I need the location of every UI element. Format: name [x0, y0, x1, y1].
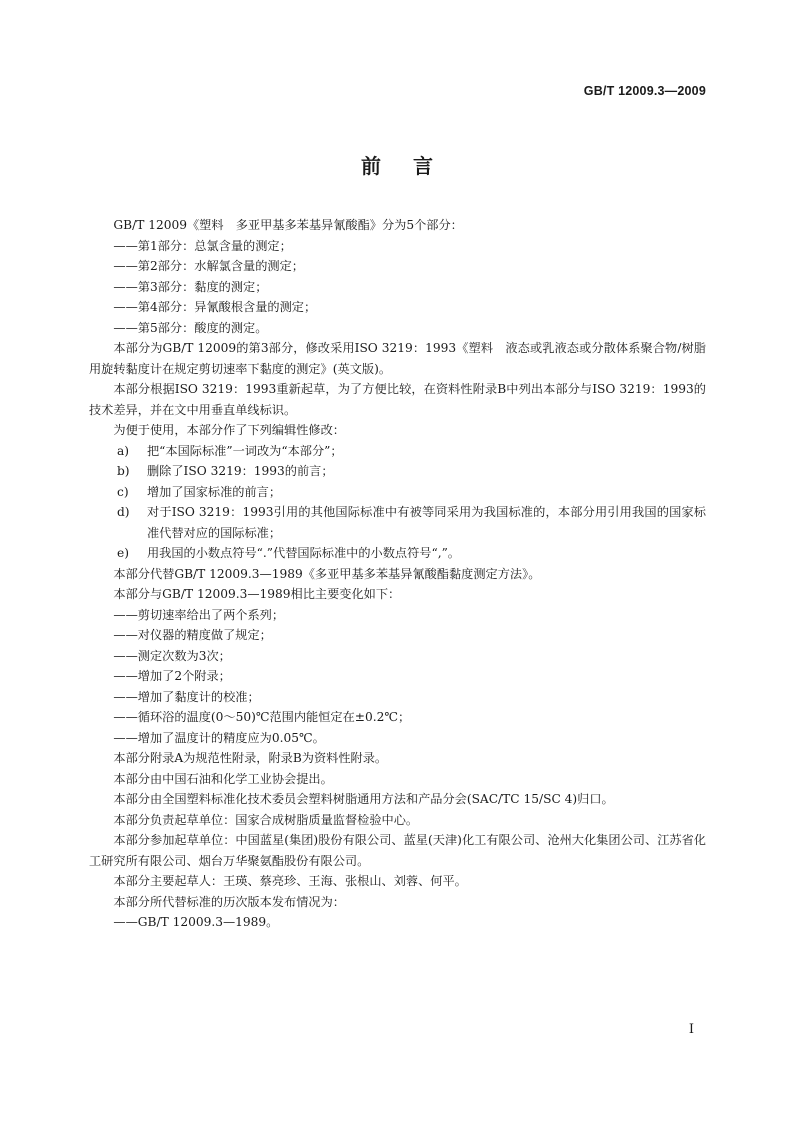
paragraph: ——剪切速率给出了两个系列；: [113, 607, 285, 622]
paragraph: 本部分主要起草人：王瑛、蔡亮珍、王海、张根山、刘蓉、何平。: [113, 874, 467, 888]
list-text: 用我国的小数点符号“.”代替国际标准中的小数点符号“,”。: [147, 546, 460, 560]
paragraph: ——第1部分：总氯含量的测定；: [113, 238, 292, 253]
list-marker: d): [117, 505, 130, 519]
paragraph: ——第4部分：异氰酸根含量的测定；: [113, 300, 317, 314]
standard-number-header: GB/T 12009.3—2009: [583, 84, 706, 98]
list-marker: b): [117, 464, 130, 478]
paragraph: 本部分代替GB/T 12009.3—1989《多亚甲基多苯基异氰酸酯黏度测定方法》。: [113, 566, 541, 581]
paragraph: 本部分所代替标准的历次版本发布情况为：: [113, 894, 345, 909]
paragraph: 本部分由中国石油和化学工业协会提出。: [113, 771, 333, 786]
list-marker: e): [117, 546, 129, 560]
paragraph: ——增加了温度计的精度应为0.05℃。: [113, 730, 325, 745]
paragraph: 本部分参加起草单位：中国蓝星(集团)股份有限公司、蓝星(天津)化工有限公司、沧州大化集团公司、江苏省化工研究所有限公司、烟台万华聚氨酯股份有限公司。: [89, 833, 706, 868]
paragraph: ——增加了2个附录；: [113, 669, 231, 683]
list-item: [89, 543, 706, 564]
paragraph: ——测定次数为3次；: [113, 648, 231, 663]
list-text: 把“本国际标准”一词改为“本部分”；: [147, 443, 343, 458]
list-item: [89, 502, 706, 543]
page-title: 前言: [361, 154, 465, 178]
list-text: 对于ISO 3219：1993引用的其他国际标准中有被等同采用为我国标准的，本部分用引用我国的国家标准代替对应的国际标准；: [147, 505, 706, 540]
paragraph: 本部分由全国塑料标准化技术委员会塑料树脂通用方法和产品分会(SAC/TC 15/SC 4)归口。: [113, 792, 614, 806]
list-item: [89, 482, 706, 503]
paragraph: 为便于使用，本部分作了下列编辑性修改：: [113, 423, 345, 437]
list-text: 增加了国家标准的前言；: [147, 484, 282, 499]
paragraph: ——增加了黏度计的校准；: [113, 689, 260, 704]
paragraph: 本部分附录A为规范性附录，附录B为资料性附录。: [113, 751, 388, 765]
paragraph: 本部分根据ISO 3219：1993重新起草，为了方便比较，在资料性附录B中列出本部分与ISO 3219：1993的技术差异，并在文中用垂直单线标识。: [89, 382, 706, 417]
paragraph: ——对仪器的精度做了规定；: [113, 628, 272, 642]
page-number: I: [688, 1022, 694, 1037]
paragraph: ——第2部分：水解氯含量的测定；: [113, 259, 304, 273]
list-marker: a): [117, 443, 130, 458]
list-item: [89, 461, 706, 482]
paragraph: ——第5部分：酸度的测定。: [113, 320, 268, 335]
paragraph: 本部分与GB/T 12009.3—1989相比主要变化如下：: [113, 587, 401, 601]
paragraph: ——循环浴的温度(0～50)℃范围内能恒定在±0.2℃；: [113, 710, 411, 724]
list-text: 删除了ISO 3219：1993的前言；: [147, 464, 334, 478]
list-item: [89, 441, 706, 462]
paragraph: 本部分负责起草单位：国家合成树脂质量监督检验中心。: [113, 812, 419, 827]
paragraph: ——第3部分：黏度的测定；: [113, 279, 268, 294]
paragraph: GB/T 12009《塑料 多亚甲基多苯基异氰酸酯》分为5个部分：: [113, 218, 463, 232]
paragraph: 本部分为GB/T 12009的第3部分，修改采用ISO 3219：1993《塑料 液态或乳液态或分散体系聚合物/树脂 用旋转黏度计在规定剪切速率下黏度的测定》(英文版)。: [89, 341, 719, 376]
document-body: [89, 215, 719, 933]
paragraph: ——GB/T 12009.3—1989。: [113, 915, 279, 929]
list-marker: c): [117, 484, 129, 499]
